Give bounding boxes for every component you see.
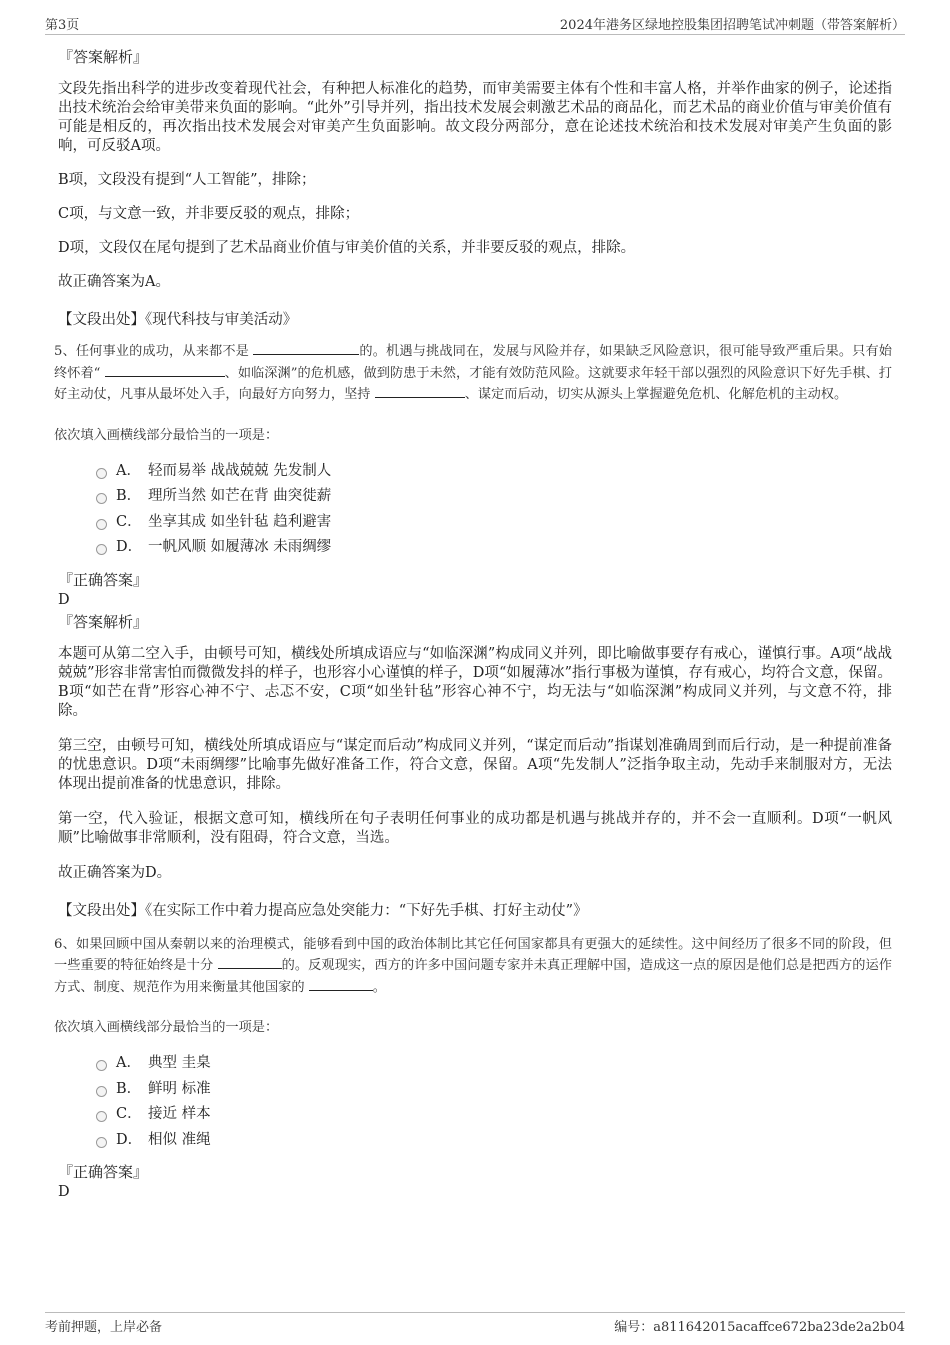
- radio-icon[interactable]: [96, 468, 107, 479]
- option-c[interactable]: C． 坐享其成 如坐针毡 趋利避害: [96, 510, 892, 536]
- q6-answer-label: 『正确答案』: [58, 1163, 149, 1181]
- page-header: [45, 12, 905, 35]
- q5-analysis-label: 『答案解析』: [58, 612, 149, 631]
- option-a[interactable]: A． 轻而易举 战战兢兢 先发制人: [96, 459, 892, 485]
- option-b[interactable]: B． 理所当然 如芒在背 曲突徙薪: [96, 484, 892, 510]
- radio-icon[interactable]: [96, 1060, 107, 1071]
- q5-analysis-paragraph: 本题可从第二空入手，由顿号可知，横线处所填成语应与“如临深渊”构成同义并列，即比喻做事要存有戒心，谨慎行事。A项“战战兢兢”形容非常害怕而微微发抖的样子，也形容小心谨慎的样子，D项“如履薄冰”指行事极为谨慎，存有戒心，均符合文意，保留。B项“如芒在背”形容心神不宁、忐忑不安，C项“如坐针毡”形容心神不宁，均无法与“如临深渊”构成同义并列，与文意不符，排除。: [58, 645, 892, 719]
- option-b[interactable]: B． 鲜明 标准: [96, 1077, 892, 1103]
- page-content: [54, 38, 892, 1201]
- radio-icon[interactable]: [96, 1137, 107, 1148]
- footer-slogan: 考前押题，上岸必备: [45, 1320, 163, 1335]
- option-c[interactable]: C． 接近 样本: [96, 1102, 892, 1128]
- document-id: 编号：a811642015acaffce672ba23de2a2b04: [614, 1320, 905, 1335]
- radio-icon[interactable]: [96, 1086, 107, 1097]
- radio-icon[interactable]: [96, 1111, 107, 1122]
- q5-answer: D: [58, 591, 70, 608]
- prev-analysis-paragraph: C项，与文意一致，并非要反驳的观点，排除；: [58, 206, 360, 222]
- radio-icon[interactable]: [96, 544, 107, 555]
- radio-icon[interactable]: [96, 519, 107, 530]
- prev-analysis-paragraph: B项，文段没有提到“人工智能”，排除；: [58, 172, 316, 188]
- prev-analysis-paragraph: 故正确答案为A。: [58, 274, 170, 290]
- document-title: 2024年港务区绿地控股集团招聘笔试冲刺题（带答案解析）: [559, 18, 905, 33]
- prev-analysis-label: 『答案解析』: [58, 48, 149, 66]
- question-6-text: 6、如果回顾中国从秦朝以来的治理模式，能够看到中国的政治体制比其它任何国家都具有更强大的延续性。这中间经历了很多不同的阶段，但一些重要的特征始终是十分 的。反观现实，西方的许多中国问题专家并未真正理解中国，造成这一点的原因是他们总是把西方的运作方式、制度、规范作为用来衡量其他国家的 。: [54, 936, 892, 995]
- q5-analysis-paragraph: 故正确答案为D。: [58, 864, 172, 881]
- q6-answer: D: [58, 1184, 70, 1200]
- q5-answer-label: 『正确答案』: [58, 570, 149, 589]
- q5-analysis-paragraph: 第三空，由顿号可知，横线处所填成语应与“谋定而后动”构成同义并列，“谋定而后动”指谋划准确周到而后行动，是一种提前准备的忧患意识。D项“未雨绸缪”比喻事先做好准备工作，符合文意，保留。A项“先发制人”泛指争取主动，先动手来制服对方，无法体现出提前准备的忧患意识，排除。: [58, 737, 892, 792]
- question-6-options: [96, 1051, 892, 1153]
- prev-analysis-paragraph: D项，文段仅在尾句提到了艺术品商业价值与审美价值的关系，并非要反驳的观点，排除。: [58, 240, 636, 256]
- fill-blank: [309, 977, 373, 991]
- fill-blank: [218, 955, 282, 969]
- option-d[interactable]: D． 一帆风顺 如履薄冰 未雨绸缪: [96, 535, 892, 561]
- fill-blank: [375, 384, 465, 398]
- option-d[interactable]: D． 相似 准绳: [96, 1128, 892, 1154]
- fill-blank: [253, 341, 359, 355]
- prev-source: 【文段出处】《现代科技与审美活动》: [58, 312, 298, 328]
- question-5-prompt: 依次填入画横线部分最恰当的一项是：: [54, 427, 279, 443]
- question-5-text: 5、任何事业的成功，从来都不是 的。机遇与挑战同在，发展与风险并存，如果缺乏风险意识，很可能导致严重后果。只有始终怀着“ 、如临深渊”的危机感，做到防患于未然，才能有效防范风险。这就要求年轻干部以强烈的风险意识下好先手棋、打好主动仗，凡事从最坏处入手，向最好方向努力，坚持 、谋定而后动，切实从源头上掌握避免危机、化解危机的主动权。: [54, 341, 892, 406]
- option-a[interactable]: A． 典型 圭臬: [96, 1051, 892, 1077]
- radio-icon[interactable]: [96, 493, 107, 504]
- fill-blank: [105, 363, 225, 377]
- q5-analysis-paragraph: 第一空，代入验证，根据文意可知，横线所在句子表明任何事业的成功都是机遇与挑战并存的，并不会一直顺利。D项“一帆风顺”比喻做事非常顺利，没有阻碍，符合文意，当选。: [58, 810, 892, 846]
- question-5-options: [96, 459, 892, 561]
- page-footer: [45, 1312, 905, 1335]
- page-number: 第3页: [45, 18, 80, 33]
- prev-analysis-paragraph: 文段先指出科学的进步改变着现代社会，有种把人标准化的趋势，而审美需要主体有个性和丰富人格，并举作曲家的例子，论述指出技术统治会给审美带来负面的影响。“此外”引导并列，指出技术发展会刺激艺术品的商品化，而艺术品的商业价值与审美价值有可能是相反的，再次指出技术发展会对审美产生负面影响。故文段分两部分，意在论述技术统治和技术发展对审美产生负面的影响，可反驳A项。: [58, 81, 892, 154]
- q5-source: 【文段出处】《在实际工作中着力提高应急处突能力：“下好先手棋、打好主动仗”》: [58, 902, 588, 919]
- question-6-prompt: 依次填入画横线部分最恰当的一项是：: [54, 1020, 279, 1035]
